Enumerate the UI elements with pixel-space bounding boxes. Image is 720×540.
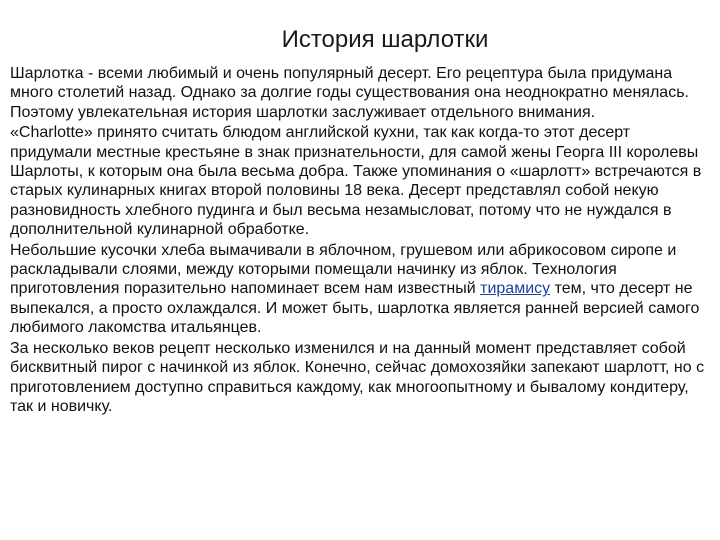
tiramisu-link[interactable]: тирамису: [480, 280, 551, 298]
paragraph-technology-text-after: тем, что десерт не выпекался, а просто охлаждался. И может быть, шарлотка является ранней версией самого любимого лакомства итальянцев.: [10, 280, 700, 337]
slide-title: История шарлотки: [281, 26, 489, 53]
paragraph-technology-text-before: Небольшие кусочки хлеба вымачивали в яблочном, грушевом или абрикосовом сиропе и раскладывали слоями, между которыми помещали начинку из яблок. Технология приготовления поразительно напоминает всем нам известный: [10, 241, 677, 298]
paragraph-technology: [10, 241, 716, 338]
slide-body: [10, 64, 716, 417]
paragraph-modern: За несколько веков рецепт несколько изменился и на данный момент представляет собой бисквитный пирог с начинкой из яблок. Конечно, сейчас домохозяйки запекают шарлотт, но с приготовлением доступно справиться каждому, как многоопытному и бывалому кондитеру, так и новичку.: [10, 339, 705, 415]
paragraph-origin: «Charlotte» принято считать блюдом английской кухни, так как когда-то этот десерт придумали местные крестьяне в знак признательности, для самой жены Георга III королевы Шарлоты, к которым она была весьма добра. Также упоминания о «шарлотт» встречаются в старых кулинарных книгах второй половины 18 века. Десерт представлял собой некую разновидность хлебного пудинга и был весьма незамысловат, потому что не нуждался в дополнительной кулинарной обработке.: [10, 124, 702, 239]
paragraph-intro: Шарлотка - всеми любимый и очень популярный десерт. Его рецептура была придумана много столетий назад. Однако за долгие годы существования она неоднократно менялась. Поэтому увлекательная история шарлотки заслуживает отдельного внимания.: [10, 65, 689, 121]
